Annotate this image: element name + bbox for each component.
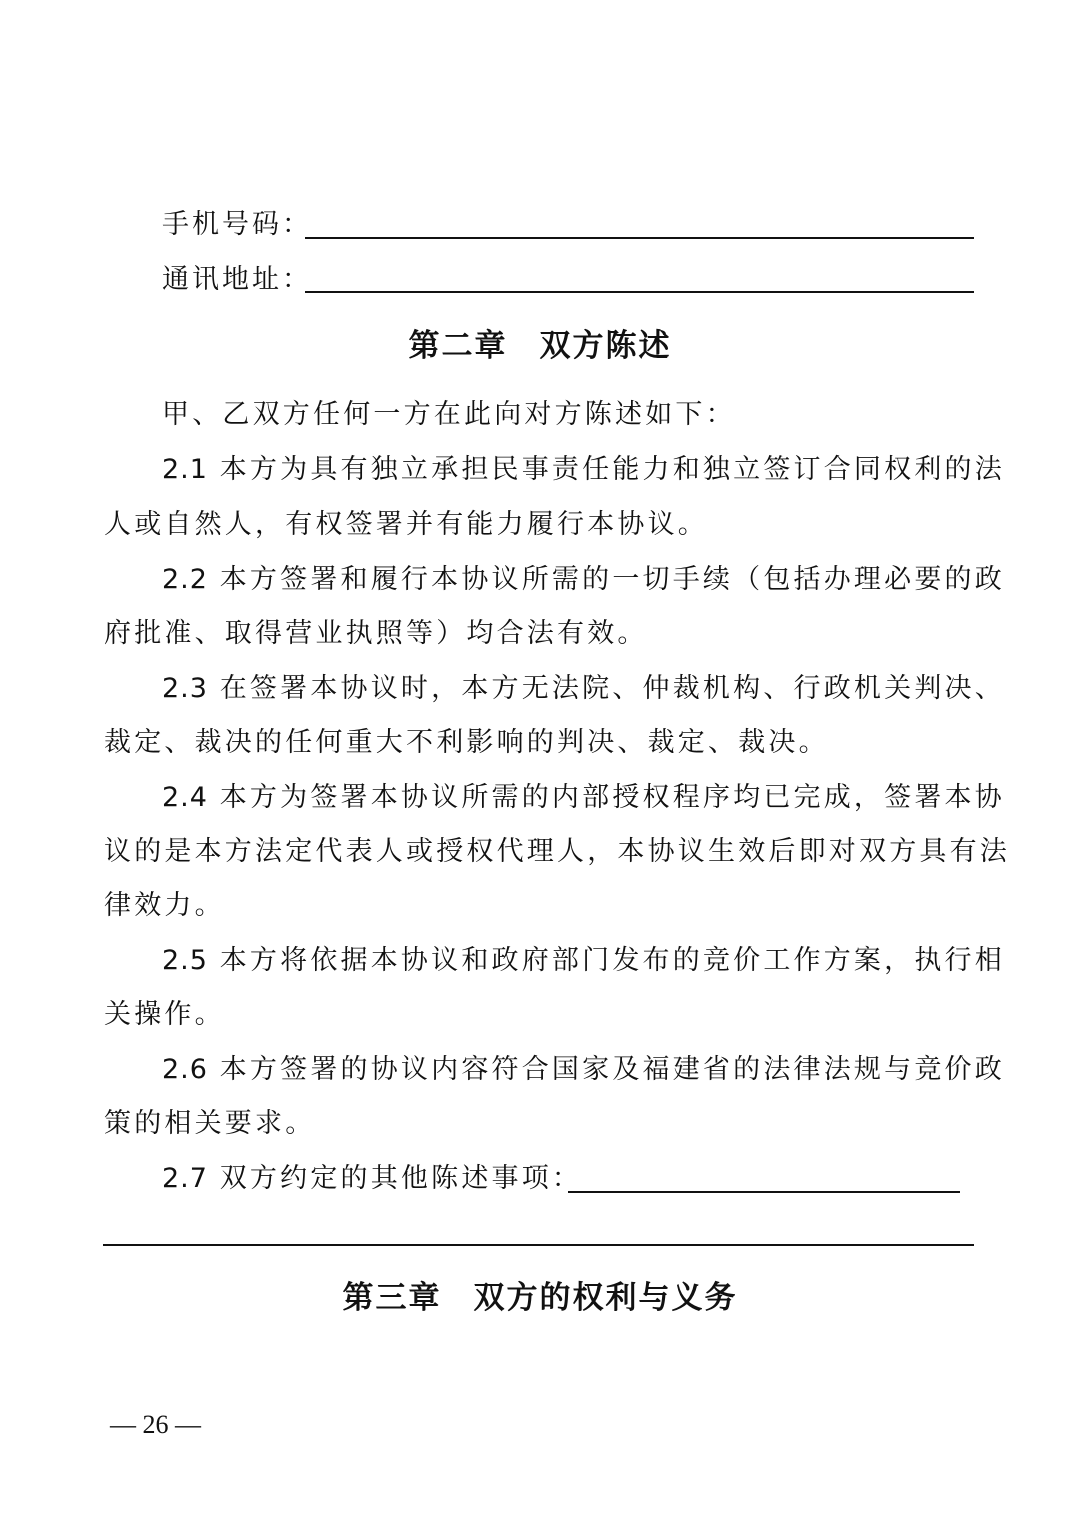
- chapter-3-heading: [0, 1276, 1080, 1320]
- clause-text: 本方为签署本协议所需的内部授权程序均已完成，签署本协: [207, 782, 1005, 813]
- clause-2-7-line-1: [162, 1159, 1080, 1199]
- phone-field-blank[interactable]: [305, 237, 974, 239]
- clause-number: 2.2: [162, 564, 208, 595]
- clause-2-4-line-1: [162, 778, 1080, 818]
- clause-2-4-line-2: 议的是本方法定代表人或授权代理人，本协议生效后即对双方具有法: [104, 836, 1010, 867]
- clause-text: 本方将依据本协议和政府部门发布的竞价工作方案，执行相: [207, 945, 1005, 976]
- clause-2-1-line-1: [162, 450, 1080, 490]
- address-field-blank[interactable]: [305, 291, 974, 293]
- phone-field-label: 手机号码：: [162, 209, 312, 240]
- clause-2-2-line-1: [162, 560, 1080, 600]
- clause-text: 双方约定的其他陈述事项：: [207, 1163, 583, 1194]
- clause-2-6-line-2: 策的相关要求。: [104, 1108, 316, 1139]
- clause-number: 2.5: [162, 945, 208, 976]
- clause-2-5-line-2: 关操作。: [104, 999, 225, 1030]
- clause-2-2-line-2: 府批准、取得营业执照等）均合法有效。: [104, 618, 648, 649]
- clause-text: 本方签署的协议内容符合国家及福建省的法律法规与竞价政: [207, 1054, 1005, 1085]
- chapter-2-intro: 甲、乙双方任何一方在此向对方陈述如下：: [162, 399, 736, 430]
- clause-2-3-line-2: 裁定、裁决的任何重大不利影响的判决、裁定、裁决。: [104, 727, 829, 758]
- address-field-label: 通讯地址：: [162, 264, 312, 295]
- clause-number: 2.6: [162, 1054, 208, 1085]
- other-statements-blank[interactable]: [568, 1191, 960, 1193]
- clause-2-3-line-1: [162, 669, 1080, 709]
- clause-number: 2.7: [162, 1163, 208, 1194]
- chapter-2-title: 双方陈述: [539, 328, 672, 364]
- page-number: — 26 —: [110, 1410, 201, 1439]
- clause-2-5-line-1: [162, 941, 1080, 981]
- chapter-3-title: 双方的权利与义务: [473, 1280, 738, 1316]
- clause-number: 2.3: [162, 673, 208, 704]
- chapter-2-heading: [0, 324, 1080, 368]
- clause-2-6-line-1: [162, 1050, 1080, 1090]
- chapter-2-number: 第二章: [408, 328, 508, 364]
- clause-text: 本方为具有独立承担民事责任能力和独立签订合同权利的法: [207, 454, 1005, 485]
- clause-2-1-line-2: 人或自然人，有权签署并有能力履行本协议。: [104, 509, 708, 540]
- section-divider: [103, 1244, 974, 1246]
- chapter-3-number: 第三章: [342, 1280, 442, 1316]
- clause-number: 2.1: [162, 454, 208, 485]
- clause-number: 2.4: [162, 782, 208, 813]
- clause-text: 在签署本协议时，本方无法院、仲裁机构、行政机关判决、: [207, 673, 1005, 704]
- clause-2-4-line-3: 律效力。: [104, 890, 225, 921]
- clause-text: 本方签署和履行本协议所需的一切手续（包括办理必要的政: [207, 564, 1005, 595]
